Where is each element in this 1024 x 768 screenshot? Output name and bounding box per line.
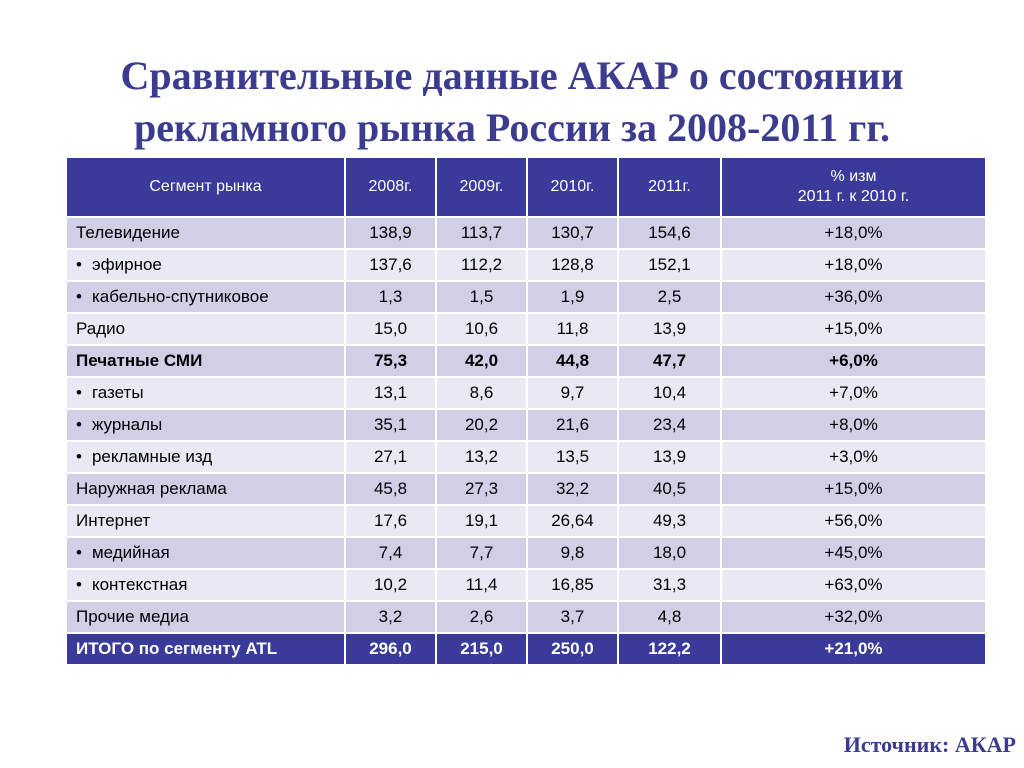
table-header-row bbox=[66, 157, 986, 217]
cell-2009: 113,7 bbox=[436, 217, 527, 249]
bullet-icon: • bbox=[76, 255, 82, 274]
cell-2011: 23,4 bbox=[618, 409, 721, 441]
header-pct-line-2: 2011 г. к 2010 г. bbox=[797, 188, 910, 205]
cell-2009: 112,2 bbox=[436, 249, 527, 281]
header-pct-line-1: % изм bbox=[830, 168, 877, 185]
cell-2011: 18,0 bbox=[618, 537, 721, 569]
cell-2010: 130,7 bbox=[527, 217, 618, 249]
cell-2008: 75,3 bbox=[345, 345, 436, 377]
table-row bbox=[66, 249, 986, 281]
cell-pct: +15,0% bbox=[721, 313, 986, 345]
table-row bbox=[66, 569, 986, 601]
cell-2011: 10,4 bbox=[618, 377, 721, 409]
cell-segment bbox=[66, 281, 345, 313]
cell-2009: 7,7 bbox=[436, 537, 527, 569]
header-2008: 2008г. bbox=[345, 157, 436, 217]
cell-2009: 8,6 bbox=[436, 377, 527, 409]
cell-2010: 11,8 bbox=[527, 313, 618, 345]
cell-pct: +45,0% bbox=[721, 537, 986, 569]
cell-pct: +18,0% bbox=[721, 249, 986, 281]
header-2010: 2010г. bbox=[527, 157, 618, 217]
cell-pct: +18,0% bbox=[721, 217, 986, 249]
bullet-icon: • bbox=[76, 415, 82, 434]
header-segment: Сегмент рынка bbox=[66, 157, 345, 217]
cell-2009: 11,4 bbox=[436, 569, 527, 601]
cell-segment: Интернет bbox=[66, 505, 345, 537]
cell-pct: +21,0% bbox=[721, 633, 986, 665]
segment-label: газеты bbox=[91, 383, 144, 402]
cell-2011: 4,8 bbox=[618, 601, 721, 633]
bullet-icon: • bbox=[76, 287, 82, 306]
bullet-icon: • bbox=[76, 447, 82, 466]
cell-pct: +15,0% bbox=[721, 473, 986, 505]
cell-pct: +36,0% bbox=[721, 281, 986, 313]
cell-2011: 31,3 bbox=[618, 569, 721, 601]
table-row bbox=[66, 441, 986, 473]
cell-segment: Наружная реклама bbox=[66, 473, 345, 505]
cell-2009: 10,6 bbox=[436, 313, 527, 345]
cell-pct: +63,0% bbox=[721, 569, 986, 601]
cell-2011: 49,3 bbox=[618, 505, 721, 537]
segment-label: рекламные изд bbox=[91, 447, 213, 466]
cell-segment bbox=[66, 537, 345, 569]
segment-label: кабельно-спутниковое bbox=[91, 287, 269, 306]
cell-2008: 137,6 bbox=[345, 249, 436, 281]
cell-2009: 13,2 bbox=[436, 441, 527, 473]
cell-2010: 44,8 bbox=[527, 345, 618, 377]
slide-title bbox=[0, 50, 1024, 154]
cell-2008: 35,1 bbox=[345, 409, 436, 441]
cell-2010: 26,64 bbox=[527, 505, 618, 537]
cell-segment: Телевидение bbox=[66, 217, 345, 249]
cell-2008: 27,1 bbox=[345, 441, 436, 473]
cell-segment: Прочие медиа bbox=[66, 601, 345, 633]
cell-2008: 3,2 bbox=[345, 601, 436, 633]
cell-pct: +6,0% bbox=[721, 345, 986, 377]
cell-2009: 1,5 bbox=[436, 281, 527, 313]
segment-label: контекстная bbox=[91, 575, 188, 594]
cell-2010: 13,5 bbox=[527, 441, 618, 473]
table-total-row bbox=[66, 633, 986, 665]
cell-segment bbox=[66, 249, 345, 281]
cell-2008: 17,6 bbox=[345, 505, 436, 537]
cell-2008: 7,4 bbox=[345, 537, 436, 569]
segment-label: медийная bbox=[91, 543, 170, 562]
table-row bbox=[66, 505, 986, 537]
table-row bbox=[66, 345, 986, 377]
cell-2011: 152,1 bbox=[618, 249, 721, 281]
table-row bbox=[66, 281, 986, 313]
cell-2011: 154,6 bbox=[618, 217, 721, 249]
cell-2010: 21,6 bbox=[527, 409, 618, 441]
cell-2011: 2,5 bbox=[618, 281, 721, 313]
table-row bbox=[66, 601, 986, 633]
table-row bbox=[66, 473, 986, 505]
segment-label: журналы bbox=[91, 415, 163, 434]
cell-2008: 296,0 bbox=[345, 633, 436, 665]
cell-pct: +56,0% bbox=[721, 505, 986, 537]
cell-2009: 27,3 bbox=[436, 473, 527, 505]
cell-pct: +8,0% bbox=[721, 409, 986, 441]
bullet-icon: • bbox=[76, 575, 82, 594]
cell-2010: 32,2 bbox=[527, 473, 618, 505]
cell-2008: 45,8 bbox=[345, 473, 436, 505]
cell-2009: 215,0 bbox=[436, 633, 527, 665]
header-2011: 2011г. bbox=[618, 157, 721, 217]
cell-2011: 13,9 bbox=[618, 441, 721, 473]
header-2009: 2009г. bbox=[436, 157, 527, 217]
cell-2008: 138,9 bbox=[345, 217, 436, 249]
table-row bbox=[66, 313, 986, 345]
cell-segment: ИТОГО по сегменту ATL bbox=[66, 633, 345, 665]
slide-title-line-2: рекламного рынка России за 2008-2011 гг. bbox=[134, 105, 890, 150]
cell-2011: 13,9 bbox=[618, 313, 721, 345]
cell-segment bbox=[66, 409, 345, 441]
cell-2010: 9,7 bbox=[527, 377, 618, 409]
cell-2010: 16,85 bbox=[527, 569, 618, 601]
slide-title-line-1: Сравнительные данные АКАР о состоянии bbox=[120, 53, 904, 98]
cell-2008: 15,0 bbox=[345, 313, 436, 345]
segment-label: эфирное bbox=[91, 255, 162, 274]
header-pct-change bbox=[721, 157, 986, 217]
cell-2010: 250,0 bbox=[527, 633, 618, 665]
bullet-icon: • bbox=[76, 383, 82, 402]
cell-2008: 13,1 bbox=[345, 377, 436, 409]
cell-segment bbox=[66, 377, 345, 409]
cell-2009: 42,0 bbox=[436, 345, 527, 377]
bullet-icon: • bbox=[76, 543, 82, 562]
cell-2008: 1,3 bbox=[345, 281, 436, 313]
table-row bbox=[66, 537, 986, 569]
source-caption: Источник: АКАР bbox=[843, 732, 1016, 757]
cell-2008: 10,2 bbox=[345, 569, 436, 601]
cell-segment: Печатные СМИ bbox=[66, 345, 345, 377]
cell-2009: 19,1 bbox=[436, 505, 527, 537]
cell-pct: +3,0% bbox=[721, 441, 986, 473]
table-row bbox=[66, 409, 986, 441]
cell-2010: 9,8 bbox=[527, 537, 618, 569]
ad-market-table bbox=[65, 156, 987, 666]
cell-segment bbox=[66, 569, 345, 601]
cell-2009: 20,2 bbox=[436, 409, 527, 441]
table-row bbox=[66, 217, 986, 249]
cell-2010: 128,8 bbox=[527, 249, 618, 281]
cell-2011: 122,2 bbox=[618, 633, 721, 665]
cell-2010: 3,7 bbox=[527, 601, 618, 633]
cell-pct: +32,0% bbox=[721, 601, 986, 633]
cell-pct: +7,0% bbox=[721, 377, 986, 409]
table-row bbox=[66, 377, 986, 409]
cell-segment: Радио bbox=[66, 313, 345, 345]
cell-segment bbox=[66, 441, 345, 473]
cell-2010: 1,9 bbox=[527, 281, 618, 313]
cell-2011: 47,7 bbox=[618, 345, 721, 377]
cell-2011: 40,5 bbox=[618, 473, 721, 505]
cell-2009: 2,6 bbox=[436, 601, 527, 633]
